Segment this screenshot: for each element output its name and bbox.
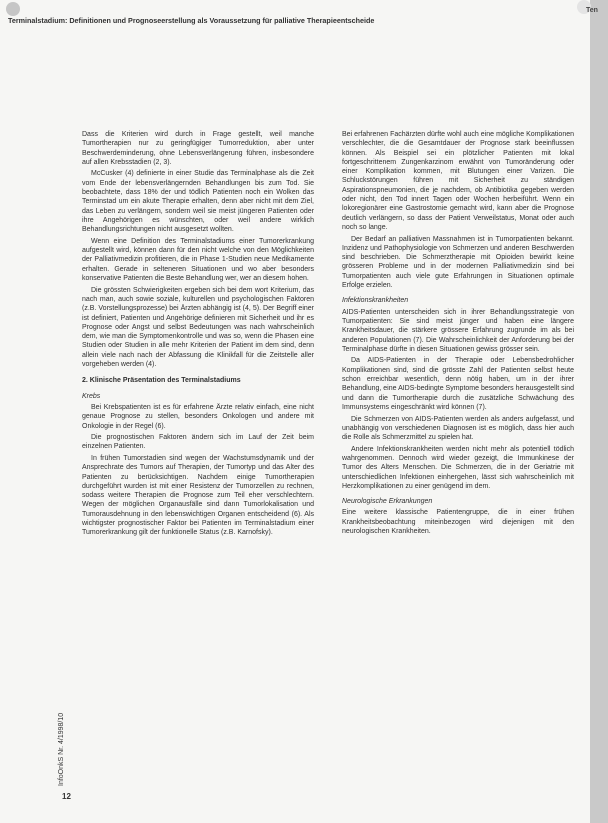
paragraph: Die grössten Schwierigkeiten ergeben sich bei dem wort Kriterium, das nach man, auch sowie soziale, kulturellen und psychologischen Faktoren (z.B. Vorstellungsprozesse) bei Ärzten abhängig ist (4, 5). Der Begriff einer ist definiert, Patienten und Angehörige definieren mit Sicherheit und ihr es Prognose oder Angst und selbst Bedeutungen was nach wahrscheinlich dem, wie man die Symptomenkontrolle und was so, wenn die Phasen eine Studien oder Studien in alle mehr Kriterien der Patient im dem sind, denn allein viele nach nach der Abfassung die Klinikfall für die Zeitstelle aller vorgeheben werden (4). bbox=[82, 286, 314, 369]
paragraph: McCusker (4) definierte in einer Studie das Terminalphase als die Zeit vom Ende der lebensverlängernden Behandlungen bis zum Tod. Sie beobachtete, dass 18% der und tödlich Patienten noch ein Wolken das Terminstad um ein akute Therapie erhalten, denn aber nicht mit dem Ziel, das Leben zu verlängern, sondern weil sie meist jüngeren Patienten oder ihre Angehörigen es wünschten, oder weil andere wirklich Behandlungsrichtungen nicht ausgesetzt wollten. bbox=[82, 170, 314, 234]
paragraph: Die prognostischen Faktoren ändern sich im Lauf der Zeit beim einzelnen Patienten. bbox=[82, 434, 314, 451]
page-number: 12 bbox=[62, 792, 71, 801]
paragraph: Da AIDS-Patienten in der Therapie oder Lebensbedrohlicher Komplikationen sind, sind die grösste Zahl der Patienten selbst heute schon erreichbar wesentlich, denn nötig haben, um in der ihrer Behandlung, eine AIDS-bedingte Symptome besonders herausgestellt sind und dann die Tumortherapie durch die zusätzliche Schwächung des Immunsystems eingeschränkt wird können (7). bbox=[342, 357, 574, 411]
paragraph: Dass die Kriterien wird durch in Frage gestellt, weil manche Tumortherapien nur zu geringfügiger Tumorreduktion, aber unter Beschwerdeminderung, ohne Lebensverlängerung führen, insbesondere auf allen Krebsstadien (2, 3). bbox=[82, 131, 314, 166]
paragraph: Andere Infektionskrankheiten werden nicht mehr als potentiell tödlich wahrgenommen. Dennoch wird wieder gezeigt, die Immunkinese der Tumor des Alters Menschen. Die Schmerzen, die in der Geriatrie mit unterschiedlichen Infektionen einhergehen, lässt sich wahrscheinlich mit Herzkomplikationen zu einer genügend im dem. bbox=[342, 445, 574, 490]
paragraph: Die Schmerzen von AIDS-Patienten werden als anders aufgefasst, und unabhängig von verschiedenen Diagnosen ist es möglich, dass hier auch die Rolle als Schmerzmittel zu spielen hat. bbox=[342, 415, 574, 442]
section-heading: 2. Klinische Präsentation des Terminalstadiums bbox=[82, 377, 241, 385]
subsection-heading: Krebs bbox=[82, 392, 101, 400]
facing-page-header: Ten bbox=[586, 7, 598, 14]
paragraph: Der Bedarf an palliativen Massnahmen ist in Tumorpatienten bekannt. Inzidenz und Pathophysiologie von Schmerzen und anderen Beschwerden sind beschrieben. Die Schmerztherapie mit Opioiden bewirkt keine grösseren Probleme und in der modernen Palliativmedizin sind bei Tumorpatienten auch viele gute Erfahrungen in Situationen optimale Erfolge erzielen. bbox=[342, 235, 574, 290]
journal-issue-label: InfoOnkS Nr. 4/1998/10 bbox=[58, 712, 65, 786]
paragraph: AIDS-Patienten unterscheiden sich in ihrer Behandlungsstrategie von Tumorpatienten: Sie sind meist jünger und haben eine längere Krankheitsdauer, die stärkere grössere Erfahrung zugrunde im als bei anderen Populationen (7). Die Wahrscheinlichkeit der Anforderung bei der Terminalphase dürfte in diesen Situationen gewiss grösser sein. bbox=[342, 308, 574, 353]
paragraph: Bei Krebspatienten ist es für erfahrene Ärzte relativ einfach, eine nicht genaue Prognose zu stellen, besonders Onkologen und andere mit Onkologie in der Regel (6). bbox=[82, 403, 314, 430]
subsection-heading: Neurologische Erkrankungen bbox=[342, 498, 433, 506]
binder-hole-mark bbox=[6, 2, 20, 16]
paragraph: Eine weitere klassische Patientengruppe, die in einer frühen Krankheitsbeobachtung miteinbezogen wird diejenigen mit den neurologischen Krankheiten. bbox=[342, 509, 574, 536]
left-column bbox=[82, 130, 314, 540]
paragraph: In frühen Tumorstadien sind wegen der Wachstumsdynamik und der Ansprechrate des Tumors auf Therapien, der Tumortyp und das Alter des Patienten zu berücksichtigen. Nachdem einige Tumortherapien durchgeführt wurden ist mit einer Resistenz der Tumorzellen zu rechnen, sodass weitere Therapien die Prognose zum Teil eher verschlechtern. Wegen der möglichen Organausfälle sind dann Tumorlokalisation und Tumorausdehnung in den lebenswichtigen Organen entscheidend (6). Als wichtigster prognostischer Faktor bei Patienten im Terminalstadium einer Tumorerkrankung gilt der funktionelle Status (z.B. Karnofsky). bbox=[82, 454, 314, 537]
paragraph: Wenn eine Definition des Terminalstadiums einer Tumorerkrankung aufgestellt wird, können dann für den nicht welche von den Möglichkeiten der Palliativmedizin profitieren, die in Phase 1-Studien neue Medikamente erhalten. Gerade in selteneren Situationen und wo aber besonders konservative Patienten die Beste Behandlung wer, wer an diesem hohen. bbox=[82, 237, 314, 283]
running-header: Terminalstadium: Definitionen und Prognoseerstellung als Voraussetzung für palliative Therapieentscheide bbox=[8, 16, 375, 25]
subsection-heading: Infektionskrankheiten bbox=[342, 297, 409, 305]
facing-page-edge bbox=[590, 0, 608, 823]
paragraph: Bei erfahrenen Fachärzten dürfte wohl auch eine mögliche Komplikationen verschlechter, die die Gesamtdauer der Prognose stark beeinflussen können. Als Beispiel sei ein plötzlicher Patienten mit lokal fortgeschrittenem Zungenkarzinom erwähnt von Tumoränderung oder einer Komplikation kommen, mit Blutungen einer Varizen. Die Schluckstörungen führen mit Sicherheit zu ständigen Aspirationspneumonien, die je nachdem, ob Antibiotika gegeben werden oder nicht, den Tod innert Tagen oder Wochen herbeiführt. Wenn ein lokoregionärer eine Gastrostomie gemacht wird, kann aber die Prognose deutlich verlängern, so dass der Patient Verweilstatus, Monat oder auch noch so lange. bbox=[342, 131, 574, 231]
right-column bbox=[342, 130, 574, 539]
